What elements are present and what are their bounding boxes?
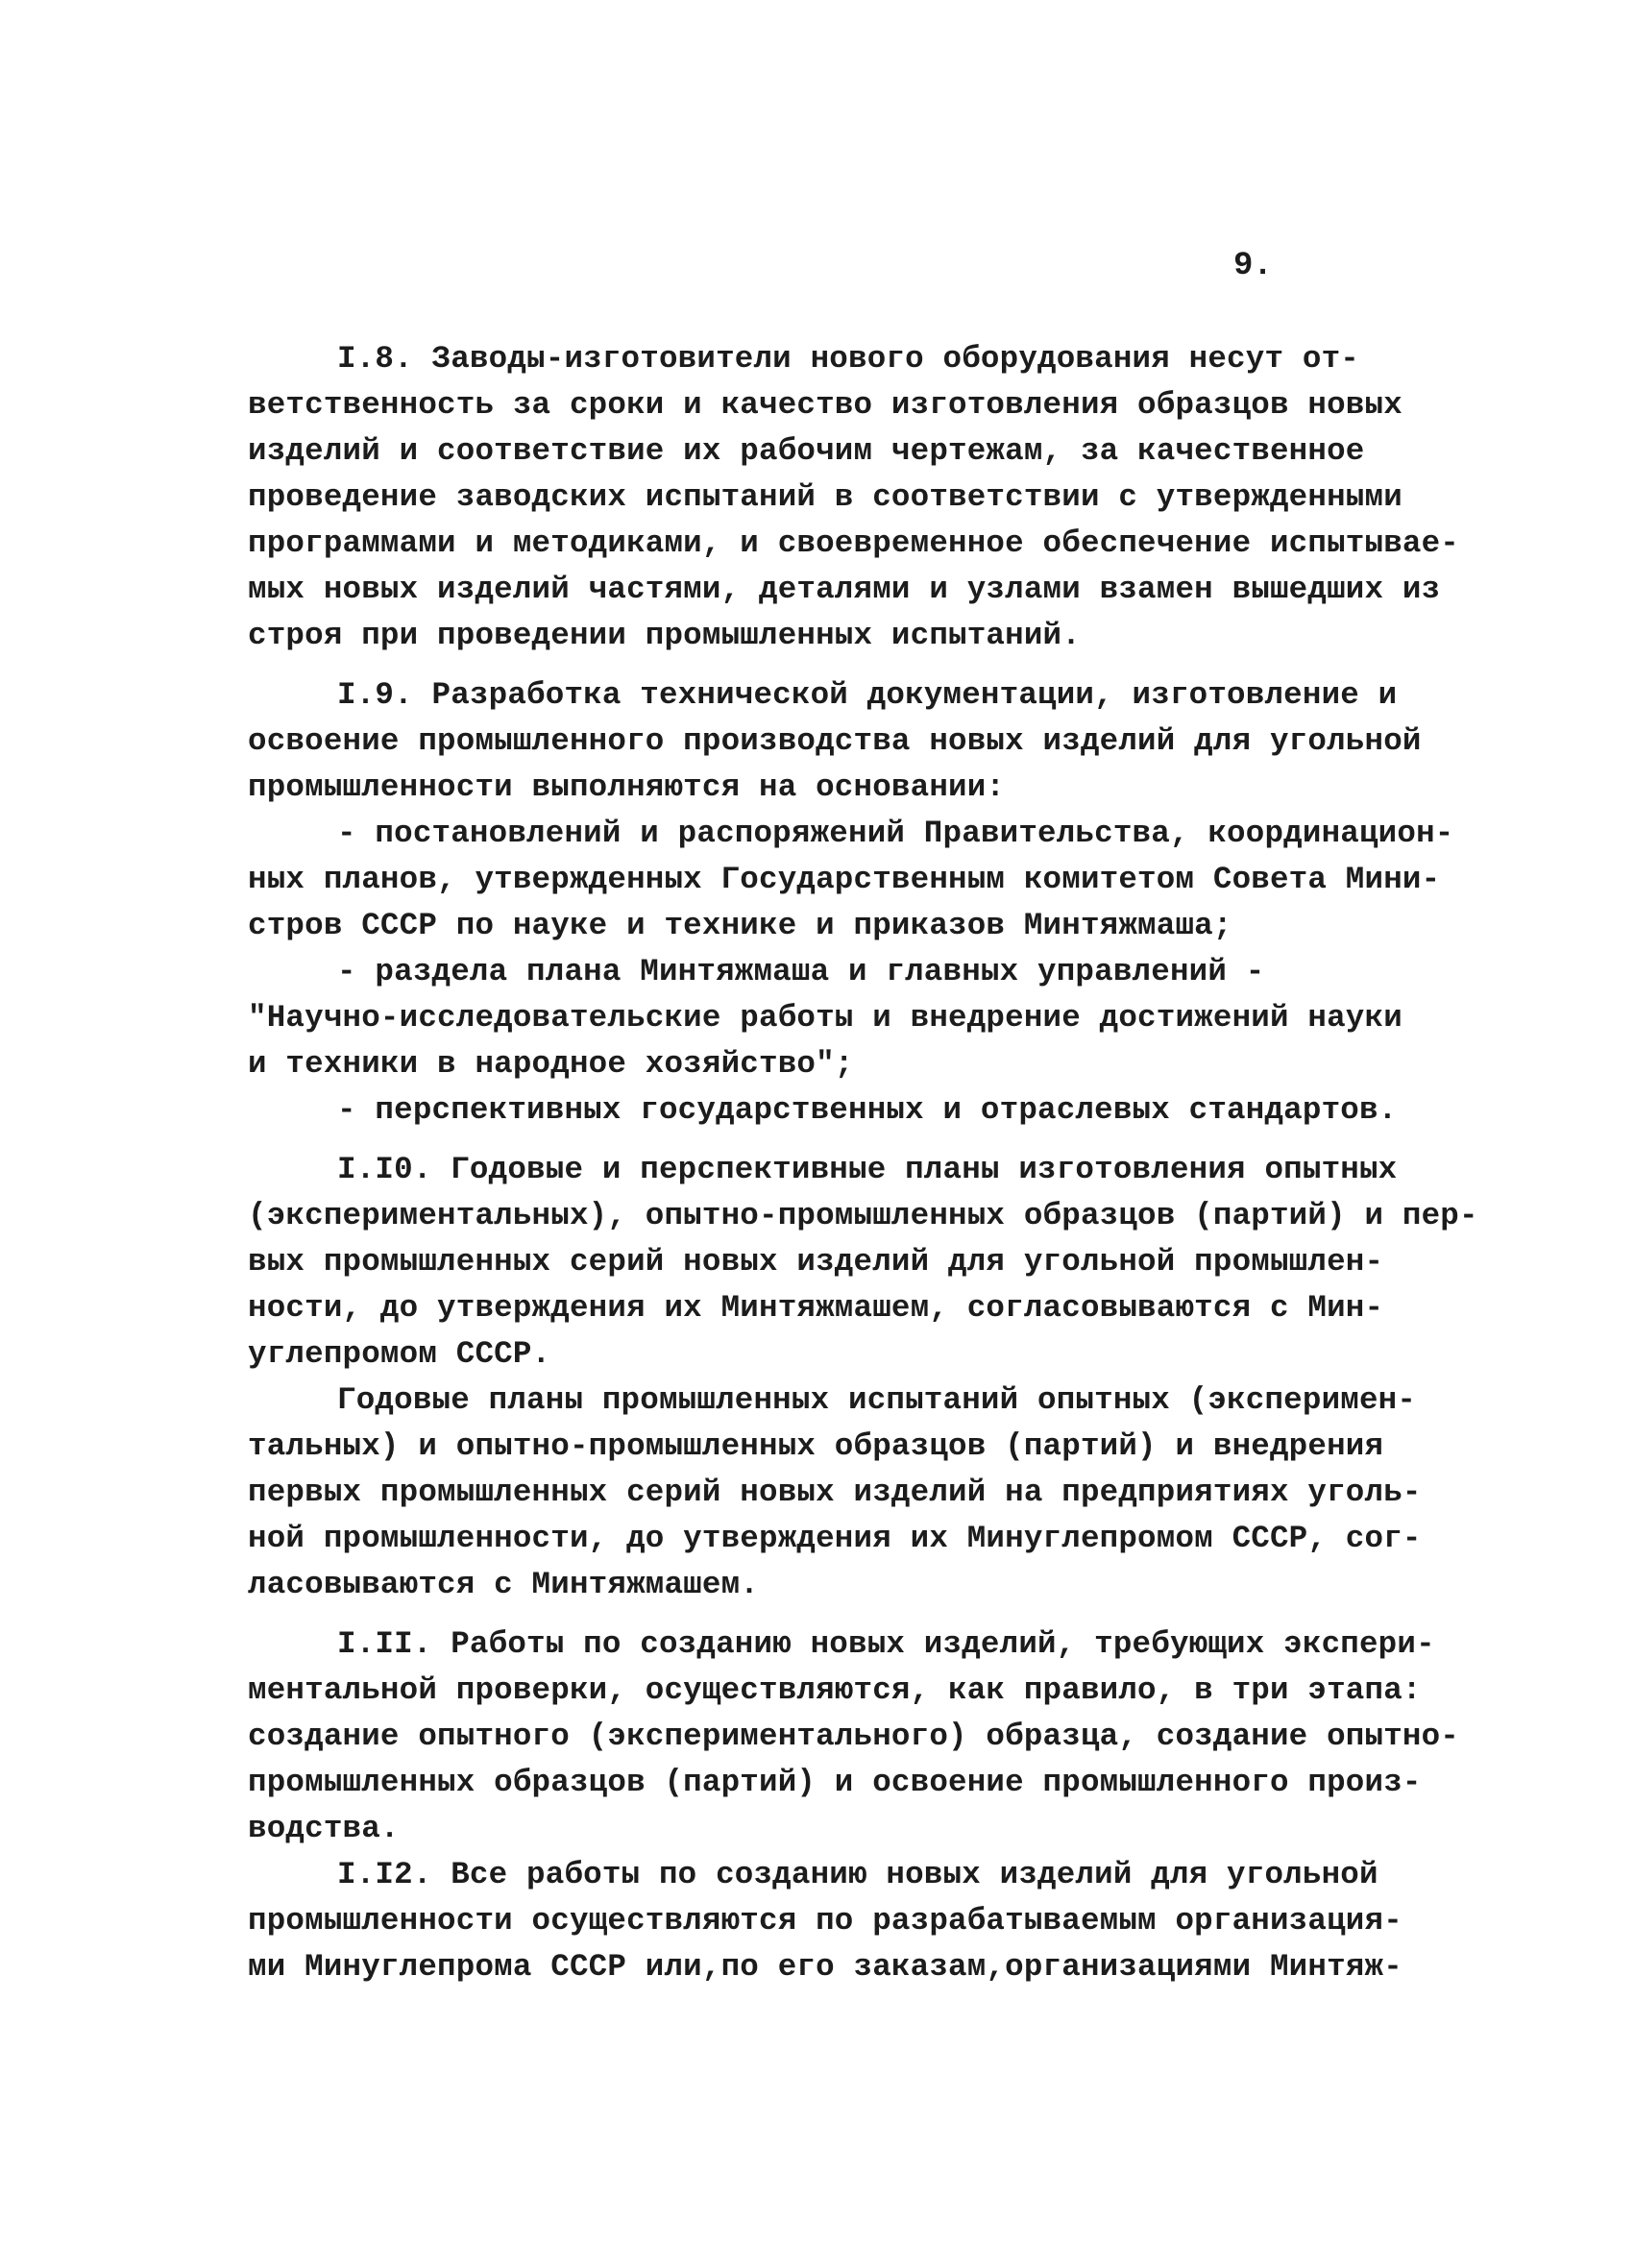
text-line: ности, до утверждения их Минтяжмашем, согласовываются с Мин-	[248, 1290, 1384, 1326]
text-line: I.I2. Все работы по созданию новых изделий для угольной	[337, 1857, 1378, 1892]
text-line: I.II. Работы по созданию новых изделий, требующих экспери-	[337, 1626, 1435, 1662]
text-line: освоение промышленного производства новых изделий для угольной	[248, 723, 1422, 759]
paragraph-annual-plans	[248, 1378, 1458, 1608]
text-line: проведение заводских испытаний в соответствии с утвержденными	[248, 479, 1402, 515]
text-line: стров СССР по науке и технике и приказов Минтяжмаша;	[248, 908, 1232, 943]
text-line: I.I0. Годовые и перспективные планы изготовления опытных	[337, 1152, 1398, 1187]
text-line: Годовые планы промышленных испытаний опытных (эксперимен-	[337, 1382, 1417, 1418]
text-line: вых промышленных серий новых изделий для угольной промышлен-	[248, 1244, 1384, 1280]
text-line: - раздела плана Минтяжмаша и главных управлений -	[337, 954, 1265, 989]
document-body	[248, 336, 1478, 1990]
text-line: ментальной проверки, осуществляются, как правило, в три этапа:	[248, 1672, 1422, 1708]
list-item-plan-section	[248, 949, 1458, 1087]
text-line: промышленности выполняются на основании:	[248, 769, 1006, 805]
text-line: ми Минуглепрома СССР или,по его заказам,организациями Минтяж-	[248, 1949, 1402, 1985]
text-line: - перспективных государственных и отраслевых стандартов.	[337, 1092, 1398, 1128]
text-line: промышленных образцов (партий) и освоение промышленного произ-	[248, 1765, 1422, 1800]
text-line: I.8. Заводы-изготовители нового оборудования несут от-	[337, 341, 1359, 377]
text-line: ной промышленности, до утверждения их Минуглепромом СССР, сог-	[248, 1521, 1422, 1556]
paragraph-1-8	[248, 336, 1458, 659]
paragraph-1-10	[248, 1147, 1478, 1378]
list-item-resolutions	[248, 811, 1458, 949]
text-line: первых промышленных серий новых изделий на предприятиях уголь-	[248, 1475, 1422, 1510]
paragraph-1-9	[248, 672, 1458, 811]
text-line: строя при проведении промышленных испытаний.	[248, 618, 1081, 653]
paragraph-1-12	[248, 1852, 1458, 1990]
text-line: и техники в народное хозяйство";	[248, 1046, 854, 1082]
text-line: - постановлений и распоряжений Правительства, координацион-	[337, 816, 1454, 851]
text-line: ных планов, утвержденных Государственным комитетом Совета Мини-	[248, 862, 1441, 897]
text-line: "Научно-исследовательские работы и внедрение достижений науки	[248, 1000, 1402, 1036]
paragraph-1-11	[248, 1622, 1458, 1852]
text-line: водства.	[248, 1811, 400, 1846]
list-item-standards	[248, 1087, 1458, 1134]
text-line: I.9. Разработка технической документации, изготовление и	[337, 677, 1398, 713]
text-line: создание опытного (экспериментального) образца, создание опытно-	[248, 1719, 1460, 1754]
text-line: промышленности осуществляются по разрабатываемым организация-	[248, 1903, 1402, 1939]
page-number: 9.	[1233, 248, 1273, 284]
text-line: тальных) и опытно-промышленных образцов (партий) и внедрения	[248, 1428, 1384, 1464]
text-line: ветственность за сроки и качество изготовления образцов новых	[248, 387, 1402, 423]
text-line: изделий и соответствие их рабочим чертежам, за качественное	[248, 433, 1365, 469]
text-line: углепромом СССР.	[248, 1336, 551, 1372]
text-line: (экспериментальных), опытно-промышленных образцов (партий) и пер-	[248, 1198, 1478, 1233]
text-line: мых новых изделий частями, деталями и узлами взамен вышедших из	[248, 572, 1441, 607]
text-line: программами и методиками, и своевременное обеспечение испытывае-	[248, 525, 1460, 561]
text-line: ласовываются с Минтяжмашем.	[248, 1567, 759, 1602]
